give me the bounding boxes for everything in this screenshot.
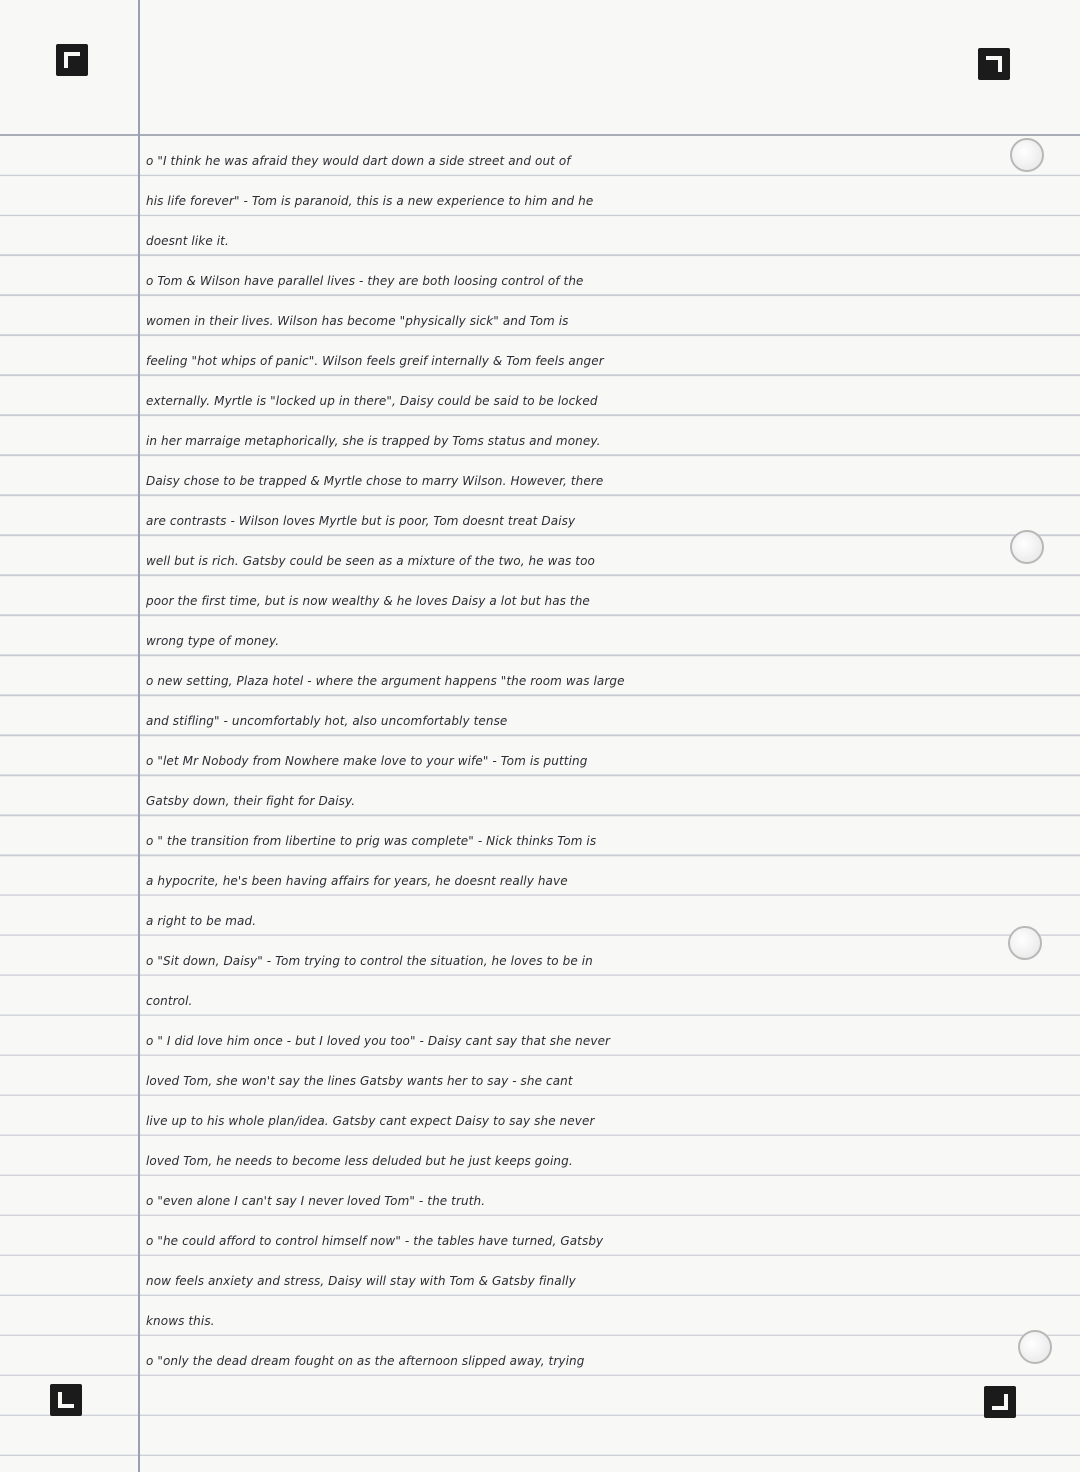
note-line: externally. Myrtle is "locked up in there", Daisy could be said to be locked bbox=[146, 394, 598, 408]
note-line: o "I think he was afraid they would dart down a side street and out of bbox=[146, 154, 571, 168]
corner-mark-bottom-left-icon bbox=[50, 1384, 82, 1416]
note-line: control. bbox=[146, 994, 193, 1008]
note-line: a right to be mad. bbox=[146, 914, 257, 928]
note-line: Gatsby down, their fight for Daisy. bbox=[146, 794, 356, 808]
page-header-space bbox=[0, 0, 1080, 136]
note-line: live up to his whole plan/idea. Gatsby cant expect Daisy to say she never bbox=[146, 1114, 595, 1128]
note-line: o "he could afford to control himself now" - the tables have turned, Gatsby bbox=[146, 1234, 604, 1248]
corner-mark-top-right-icon bbox=[978, 48, 1010, 80]
note-line: o " I did love him once - but I loved you too" - Daisy cant say that she never bbox=[146, 1034, 611, 1048]
note-line: o "even alone I can't say I never loved Tom" - the truth. bbox=[146, 1194, 486, 1208]
note-line: o "Sit down, Daisy" - Tom trying to control the situation, he loves to be in bbox=[146, 954, 593, 968]
margin-line bbox=[138, 0, 140, 1472]
note-line: well but is rich. Gatsby could be seen as a mixture of the two, he was too bbox=[146, 554, 595, 568]
note-line: women in their lives. Wilson has become "physically sick" and Tom is bbox=[146, 314, 569, 328]
corner-mark-bottom-right-icon bbox=[984, 1386, 1016, 1418]
note-line: o "only the dead dream fought on as the afternoon slipped away, trying bbox=[146, 1354, 585, 1368]
note-line: and stifling" - uncomfortably hot, also uncomfortably tense bbox=[146, 714, 508, 728]
note-line: a hypocrite, he's been having affairs for years, he doesnt really have bbox=[146, 874, 568, 888]
note-line: poor the first time, but is now wealthy & he loves Daisy a lot but has the bbox=[146, 594, 590, 608]
note-line: doesnt like it. bbox=[146, 234, 229, 248]
corner-mark-top-left-icon bbox=[56, 44, 88, 76]
handwritten-notes bbox=[146, 141, 1076, 1381]
note-line: his life forever" - Tom is paranoid, this is a new experience to him and he bbox=[146, 194, 594, 208]
note-line: o " the transition from libertine to prig was complete" - Nick thinks Tom is bbox=[146, 834, 597, 848]
note-line: o "let Mr Nobody from Nowhere make love to your wife" - Tom is putting bbox=[146, 754, 588, 768]
header-rule bbox=[0, 134, 1080, 136]
note-line: in her marraige metaphorically, she is trapped by Toms status and money. bbox=[146, 434, 601, 448]
note-line: o Tom & Wilson have parallel lives - they are both loosing control of the bbox=[146, 274, 584, 288]
note-line: are contrasts - Wilson loves Myrtle but is poor, Tom doesnt treat Daisy bbox=[146, 514, 576, 528]
note-line: wrong type of money. bbox=[146, 634, 280, 648]
note-line: o new setting, Plaza hotel - where the argument happens "the room was large bbox=[146, 674, 625, 688]
note-line: now feels anxiety and stress, Daisy will stay with Tom & Gatsby finally bbox=[146, 1274, 576, 1288]
note-line: knows this. bbox=[146, 1314, 215, 1328]
note-line: loved Tom, she won't say the lines Gatsby wants her to say - she cant bbox=[146, 1074, 573, 1088]
note-line: feeling "hot whips of panic". Wilson feels greif internally & Tom feels anger bbox=[146, 354, 604, 368]
note-line: loved Tom, he needs to become less deluded but he just keeps going. bbox=[146, 1154, 573, 1168]
note-line: Daisy chose to be trapped & Myrtle chose to marry Wilson. However, there bbox=[146, 474, 604, 488]
